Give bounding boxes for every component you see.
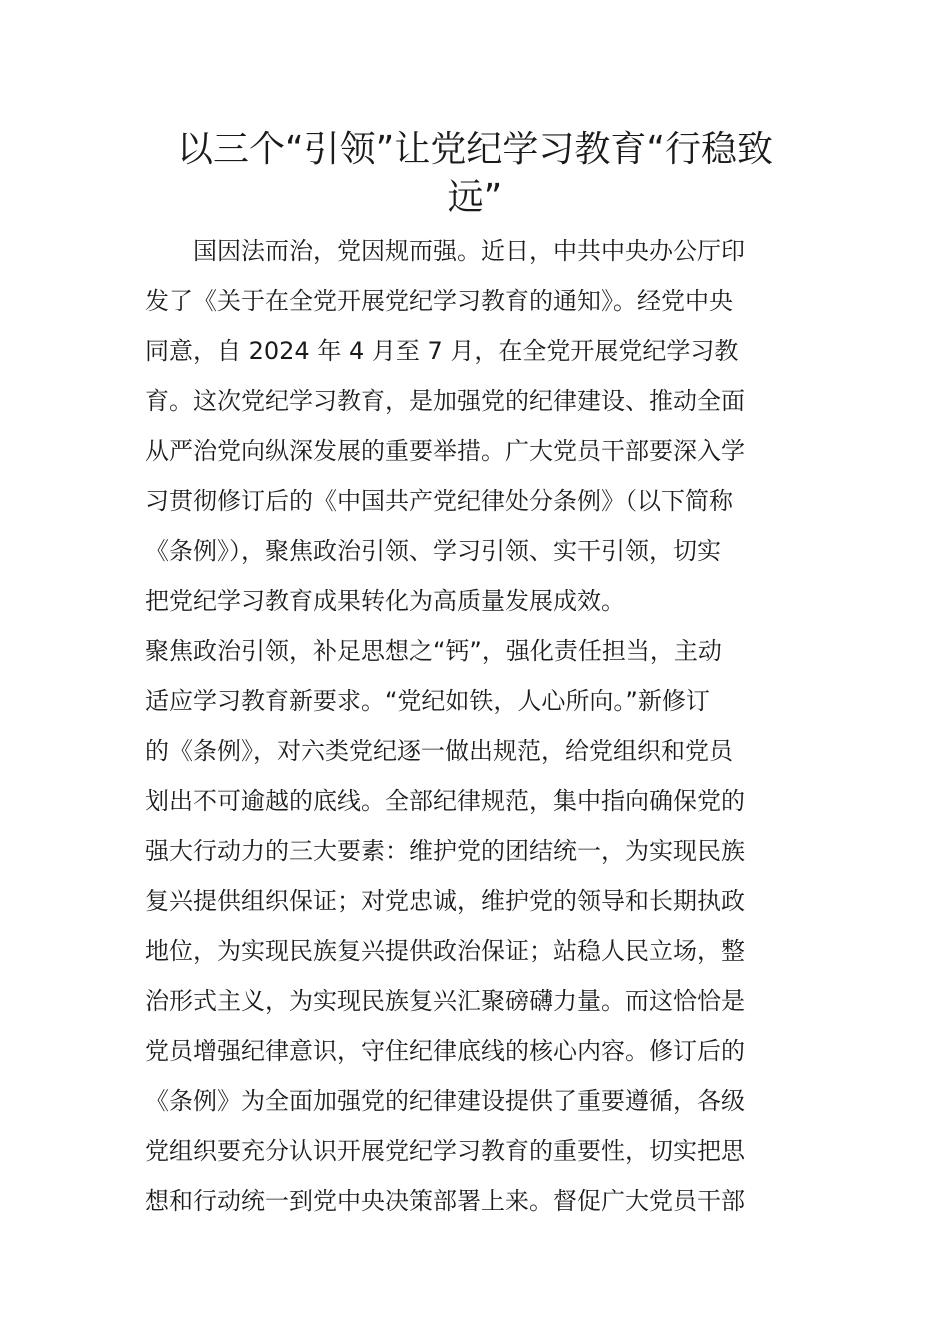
text-line: 把党纪学习教育成果转化为高质量发展成效。	[145, 587, 625, 615]
text-line: 《条例》为全面加强党的纪律建设提供了重要遵循，各级	[145, 1087, 745, 1115]
paragraph	[145, 226, 810, 626]
text-line: 同意，自 2024 年 4 月至 7 月，在全党开展党纪学习教	[145, 337, 739, 365]
document-title	[145, 126, 805, 222]
text-line: 想和行动统一到党中央决策部署上来。督促广大党员干部	[145, 1187, 745, 1215]
text-line: 聚焦政治引领，补足思想之“钙”，强化责任担当，主动	[145, 637, 722, 665]
title-line: 以三个“引领”让党纪学习教育“行稳致	[177, 129, 773, 170]
text-line: 《条例》），聚焦政治引领、学习引领、实干引领，切实	[145, 537, 721, 565]
text-line: 国因法而治，党因规而强。近日，中共中央办公厅印	[145, 237, 745, 265]
text-line: 习贯彻修订后的《中国共产党纪律处分条例》（以下简称	[145, 487, 733, 515]
text-line: 育。这次党纪学习教育，是加强党的纪律建设、推动全面	[145, 387, 745, 415]
text-line: 发了《关于在全党开展党纪学习教育的通知》。经党中央	[145, 287, 733, 315]
title-line: 远”	[447, 177, 503, 218]
text-line: 划出不可逾越的底线。全部纪律规范，集中指向确保党的	[145, 787, 745, 815]
text-line: 治形式主义，为实现民族复兴汇聚磅礴力量。而这恰恰是	[145, 987, 745, 1015]
text-line: 强大行动力的三大要素：维护党的团结统一，为实现民族	[145, 837, 745, 865]
text-line: 适应学习教育新要求。“党纪如铁，人心所向。”新修订	[145, 687, 710, 715]
text-line: 党组织要充分认识开展党纪学习教育的重要性，切实把思	[145, 1137, 745, 1165]
text-line: 党员增强纪律意识，守住纪律底线的核心内容。修订后的	[145, 1037, 745, 1065]
text-line: 从严治党向纵深发展的重要举措。广大党员干部要深入学	[145, 437, 745, 465]
paragraph	[145, 626, 810, 1226]
text-line: 的《条例》，对六类党纪逐一做出规范，给党组织和党员	[145, 737, 733, 765]
text-line: 地位，为实现民族复兴提供政治保证；站稳人民立场，整	[145, 937, 745, 965]
text-line: 复兴提供组织保证；对党忠诚，维护党的领导和长期执政	[145, 887, 745, 915]
document-body	[145, 226, 810, 1226]
